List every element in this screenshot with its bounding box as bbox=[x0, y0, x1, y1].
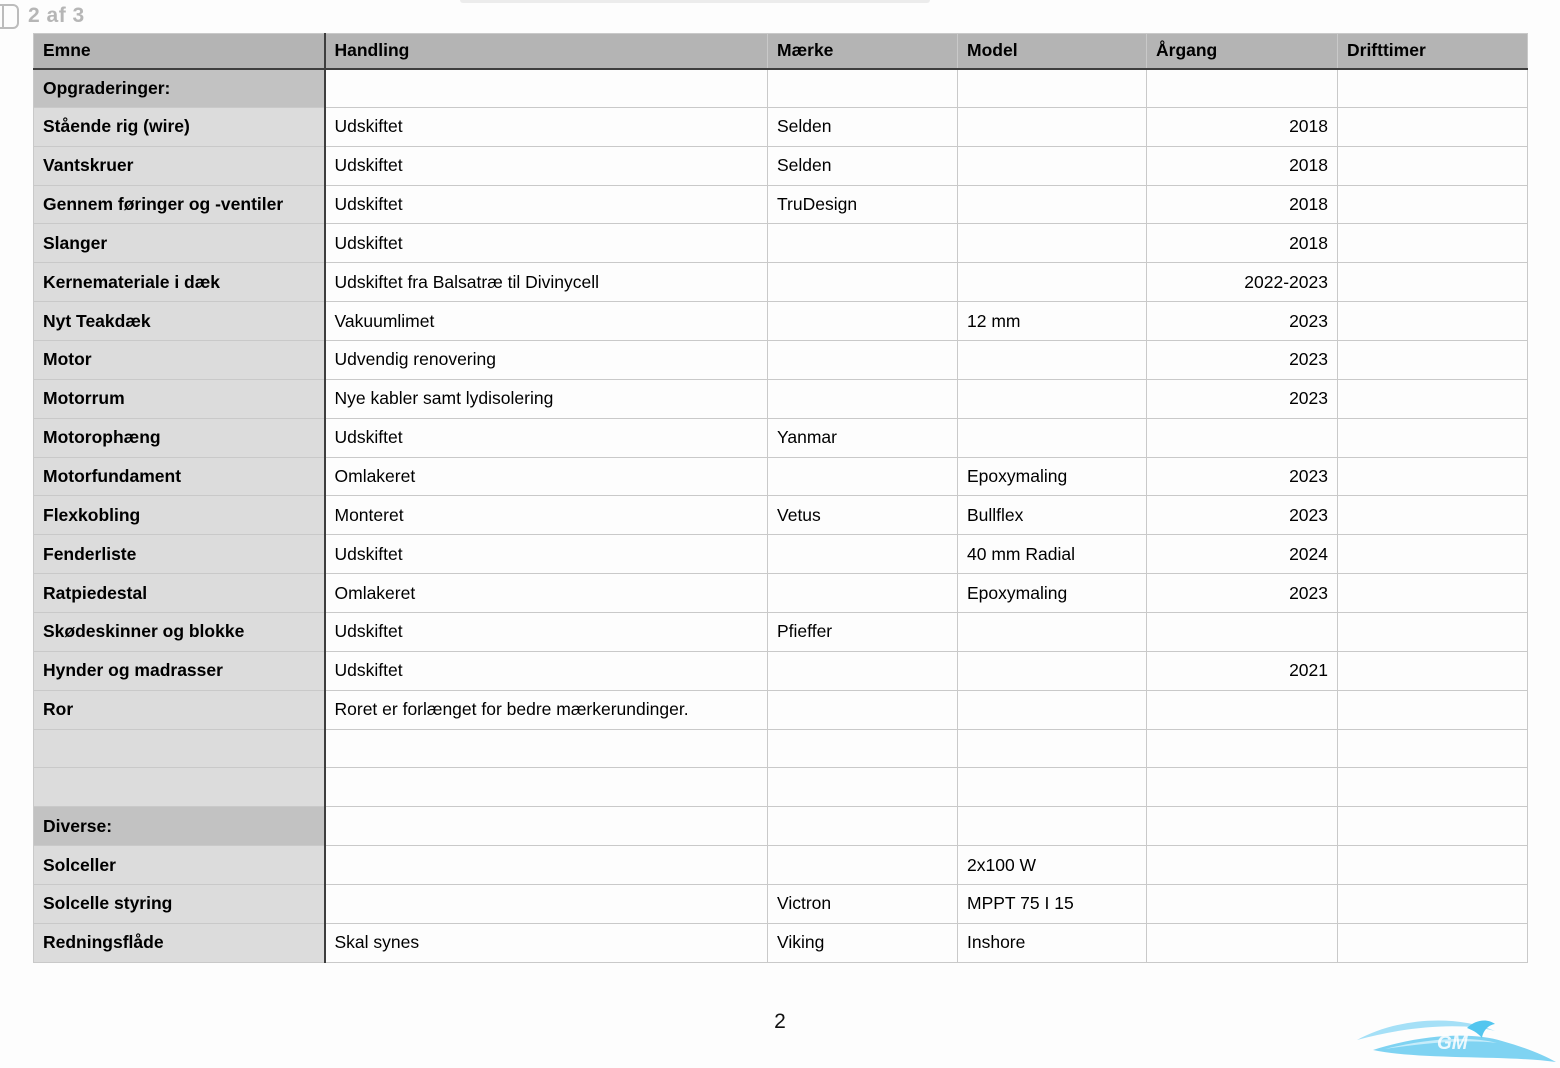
table-header-row bbox=[34, 34, 1528, 69]
column-header-handling: Handling bbox=[325, 34, 768, 69]
table-cell bbox=[1147, 923, 1338, 962]
table-cell bbox=[768, 224, 958, 263]
table-cell: Inshore bbox=[958, 923, 1147, 962]
table-body bbox=[34, 69, 1528, 963]
table-cell: 2023 bbox=[1147, 496, 1338, 535]
table-cell: 2018 bbox=[1147, 107, 1338, 146]
table-cell bbox=[1338, 807, 1528, 846]
table-row bbox=[34, 224, 1528, 263]
table-cell: 2018 bbox=[1147, 185, 1338, 224]
table-cell: Selden bbox=[768, 146, 958, 185]
table-cell bbox=[1338, 263, 1528, 302]
table-cell bbox=[958, 107, 1147, 146]
table-cell: Victron bbox=[768, 885, 958, 924]
table-cell: Udskiftet bbox=[325, 613, 768, 652]
table-cell: 2018 bbox=[1147, 224, 1338, 263]
table-cell: 2023 bbox=[1147, 341, 1338, 380]
column-header-model: Model bbox=[958, 34, 1147, 69]
table-cell bbox=[958, 613, 1147, 652]
table-cell: 2024 bbox=[1147, 535, 1338, 574]
table-row bbox=[34, 341, 1528, 380]
table-cell: Kernemateriale i dæk bbox=[34, 263, 325, 302]
table-cell bbox=[1338, 457, 1528, 496]
table-cell: Omlakeret bbox=[325, 457, 768, 496]
table-row bbox=[34, 729, 1528, 768]
table-cell bbox=[768, 341, 958, 380]
table-cell bbox=[1147, 846, 1338, 885]
table-cell bbox=[1338, 690, 1528, 729]
table-cell bbox=[768, 263, 958, 302]
table-cell: Slanger bbox=[34, 224, 325, 263]
table-cell: Udskiftet fra Balsatræ til Divinycell bbox=[325, 263, 768, 302]
table-row bbox=[34, 379, 1528, 418]
table-row bbox=[34, 923, 1528, 962]
table-row bbox=[34, 146, 1528, 185]
table-row bbox=[34, 535, 1528, 574]
table-cell: Solcelle styring bbox=[34, 885, 325, 924]
table-cell: Selden bbox=[768, 107, 958, 146]
column-header-aargang: Årgang bbox=[1147, 34, 1338, 69]
table-cell: Omlakeret bbox=[325, 574, 768, 613]
table-cell bbox=[1338, 107, 1528, 146]
table-cell bbox=[1338, 224, 1528, 263]
table-cell bbox=[1338, 69, 1528, 108]
table-cell: MPPT 75 I 15 bbox=[958, 885, 1147, 924]
table-cell bbox=[958, 690, 1147, 729]
table-row bbox=[34, 651, 1528, 690]
table-cell bbox=[325, 729, 768, 768]
table-cell bbox=[1338, 885, 1528, 924]
table-cell: Pfieffer bbox=[768, 613, 958, 652]
table-cell: 40 mm Radial bbox=[958, 535, 1147, 574]
table-cell: Redningsflåde bbox=[34, 923, 325, 962]
table-cell bbox=[768, 690, 958, 729]
table-cell bbox=[1147, 418, 1338, 457]
logo-dolphin bbox=[1467, 1021, 1495, 1038]
table-cell bbox=[325, 807, 768, 846]
table-cell bbox=[958, 768, 1147, 807]
table-cell bbox=[768, 69, 958, 108]
table-cell bbox=[325, 885, 768, 924]
table-cell: 2021 bbox=[1147, 651, 1338, 690]
table-cell bbox=[1338, 341, 1528, 380]
table-cell bbox=[958, 729, 1147, 768]
table-cell: Yanmar bbox=[768, 418, 958, 457]
wave-logo bbox=[1355, 1005, 1560, 1068]
table-row bbox=[34, 690, 1528, 729]
table-cell bbox=[1338, 923, 1528, 962]
column-header-drifttimer: Drifttimer bbox=[1338, 34, 1528, 69]
table-cell bbox=[958, 146, 1147, 185]
table-cell bbox=[958, 185, 1147, 224]
table-cell: 2023 bbox=[1147, 457, 1338, 496]
table-cell: Nyt Teakdæk bbox=[34, 302, 325, 341]
equipment-table bbox=[33, 33, 1528, 963]
table-cell bbox=[768, 535, 958, 574]
table-cell: Motor bbox=[34, 341, 325, 380]
table-row bbox=[34, 185, 1528, 224]
table-cell bbox=[768, 807, 958, 846]
table-cell: Epoxymaling bbox=[958, 574, 1147, 613]
table-cell: Monteret bbox=[325, 496, 768, 535]
table-cell: Vantskruer bbox=[34, 146, 325, 185]
table-row bbox=[34, 263, 1528, 302]
sidebar-icon bbox=[0, 4, 19, 29]
table-cell: Opgraderinger: bbox=[34, 69, 325, 108]
table-cell: 2022-2023 bbox=[1147, 263, 1338, 302]
table-cell: 12 mm bbox=[958, 302, 1147, 341]
table-row bbox=[34, 302, 1528, 341]
table-cell bbox=[768, 768, 958, 807]
table-cell: Udskiftet bbox=[325, 418, 768, 457]
table-cell: Skødeskinner og blokke bbox=[34, 613, 325, 652]
table-cell bbox=[958, 341, 1147, 380]
table-cell bbox=[1338, 185, 1528, 224]
table-cell bbox=[1147, 885, 1338, 924]
table-cell: Motorfundament bbox=[34, 457, 325, 496]
page-indicator bbox=[0, 0, 85, 32]
table-row bbox=[34, 457, 1528, 496]
table-cell bbox=[1338, 535, 1528, 574]
table-cell bbox=[958, 263, 1147, 302]
table-cell bbox=[958, 379, 1147, 418]
page-number: 2 bbox=[774, 1010, 786, 1033]
table-cell bbox=[1338, 651, 1528, 690]
table-cell bbox=[958, 224, 1147, 263]
table-cell: Udskiftet bbox=[325, 224, 768, 263]
table-cell bbox=[1147, 690, 1338, 729]
table-cell: Gennem føringer og -ventiler bbox=[34, 185, 325, 224]
table-row bbox=[34, 107, 1528, 146]
table-cell bbox=[768, 457, 958, 496]
table-cell: Diverse: bbox=[34, 807, 325, 846]
table-cell bbox=[1147, 729, 1338, 768]
table-cell: Ratpiedestal bbox=[34, 574, 325, 613]
table-row bbox=[34, 496, 1528, 535]
table-cell: Udvendig renovering bbox=[325, 341, 768, 380]
table-cell bbox=[1338, 302, 1528, 341]
table-row bbox=[34, 807, 1528, 846]
table-cell: Udskiftet bbox=[325, 535, 768, 574]
column-header-emne: Emne bbox=[34, 34, 325, 69]
table-row bbox=[34, 574, 1528, 613]
table-cell bbox=[325, 768, 768, 807]
table-row bbox=[34, 418, 1528, 457]
table-cell bbox=[34, 729, 325, 768]
table-cell bbox=[1338, 846, 1528, 885]
table-cell: Vakuumlimet bbox=[325, 302, 768, 341]
table-row bbox=[34, 885, 1528, 924]
table-row bbox=[34, 768, 1528, 807]
table-cell: 2023 bbox=[1147, 574, 1338, 613]
table-cell bbox=[768, 302, 958, 341]
table-cell bbox=[958, 418, 1147, 457]
column-header-maerke: Mærke bbox=[768, 34, 958, 69]
table-cell bbox=[1147, 807, 1338, 846]
table-cell: Fenderliste bbox=[34, 535, 325, 574]
table-cell bbox=[958, 69, 1147, 108]
table-cell bbox=[768, 379, 958, 418]
table-row bbox=[34, 69, 1528, 108]
table-cell bbox=[1338, 418, 1528, 457]
table-cell: Viking bbox=[768, 923, 958, 962]
table-cell: Udskiftet bbox=[325, 185, 768, 224]
table-cell: Bullflex bbox=[958, 496, 1147, 535]
table-cell bbox=[1147, 768, 1338, 807]
table-cell bbox=[768, 651, 958, 690]
table-cell bbox=[1147, 613, 1338, 652]
table-cell bbox=[958, 807, 1147, 846]
table-cell bbox=[325, 846, 768, 885]
table-cell: Skal synes bbox=[325, 923, 768, 962]
table-cell bbox=[1338, 496, 1528, 535]
table-cell: Ror bbox=[34, 690, 325, 729]
table-cell bbox=[1338, 729, 1528, 768]
table-cell bbox=[1338, 613, 1528, 652]
table-cell: Vetus bbox=[768, 496, 958, 535]
table-cell: Motorrum bbox=[34, 379, 325, 418]
table-cell: Udskiftet bbox=[325, 107, 768, 146]
table-row bbox=[34, 613, 1528, 652]
table-cell: Stående rig (wire) bbox=[34, 107, 325, 146]
table-cell bbox=[325, 69, 768, 108]
table-cell bbox=[1147, 69, 1338, 108]
table-cell: 2023 bbox=[1147, 302, 1338, 341]
table-cell: Solceller bbox=[34, 846, 325, 885]
table-cell bbox=[1338, 574, 1528, 613]
table-cell: Motorophæng bbox=[34, 418, 325, 457]
table-cell: Epoxymaling bbox=[958, 457, 1147, 496]
table-cell bbox=[768, 846, 958, 885]
table-cell: TruDesign bbox=[768, 185, 958, 224]
hidden-toolbar-remnant bbox=[460, 0, 930, 3]
table-cell: 2018 bbox=[1147, 146, 1338, 185]
table-cell bbox=[34, 768, 325, 807]
table-cell: Flexkobling bbox=[34, 496, 325, 535]
table-cell bbox=[1338, 146, 1528, 185]
table-cell bbox=[768, 574, 958, 613]
table-cell: Udskiftet bbox=[325, 651, 768, 690]
page-indicator-label: 2 af 3 bbox=[28, 4, 85, 27]
table-cell bbox=[1338, 379, 1528, 418]
table-cell bbox=[768, 729, 958, 768]
table-cell bbox=[1338, 768, 1528, 807]
table-cell: Hynder og madrasser bbox=[34, 651, 325, 690]
table-cell: Udskiftet bbox=[325, 146, 768, 185]
logo-text: GM bbox=[1437, 1033, 1468, 1054]
table-cell bbox=[958, 651, 1147, 690]
table-cell: 2x100 W bbox=[958, 846, 1147, 885]
table-row bbox=[34, 846, 1528, 885]
table-cell: Roret er forlænget for bedre mærkerundinger. bbox=[325, 690, 768, 729]
table-cell: 2023 bbox=[1147, 379, 1338, 418]
table-cell: Nye kabler samt lydisolering bbox=[325, 379, 768, 418]
